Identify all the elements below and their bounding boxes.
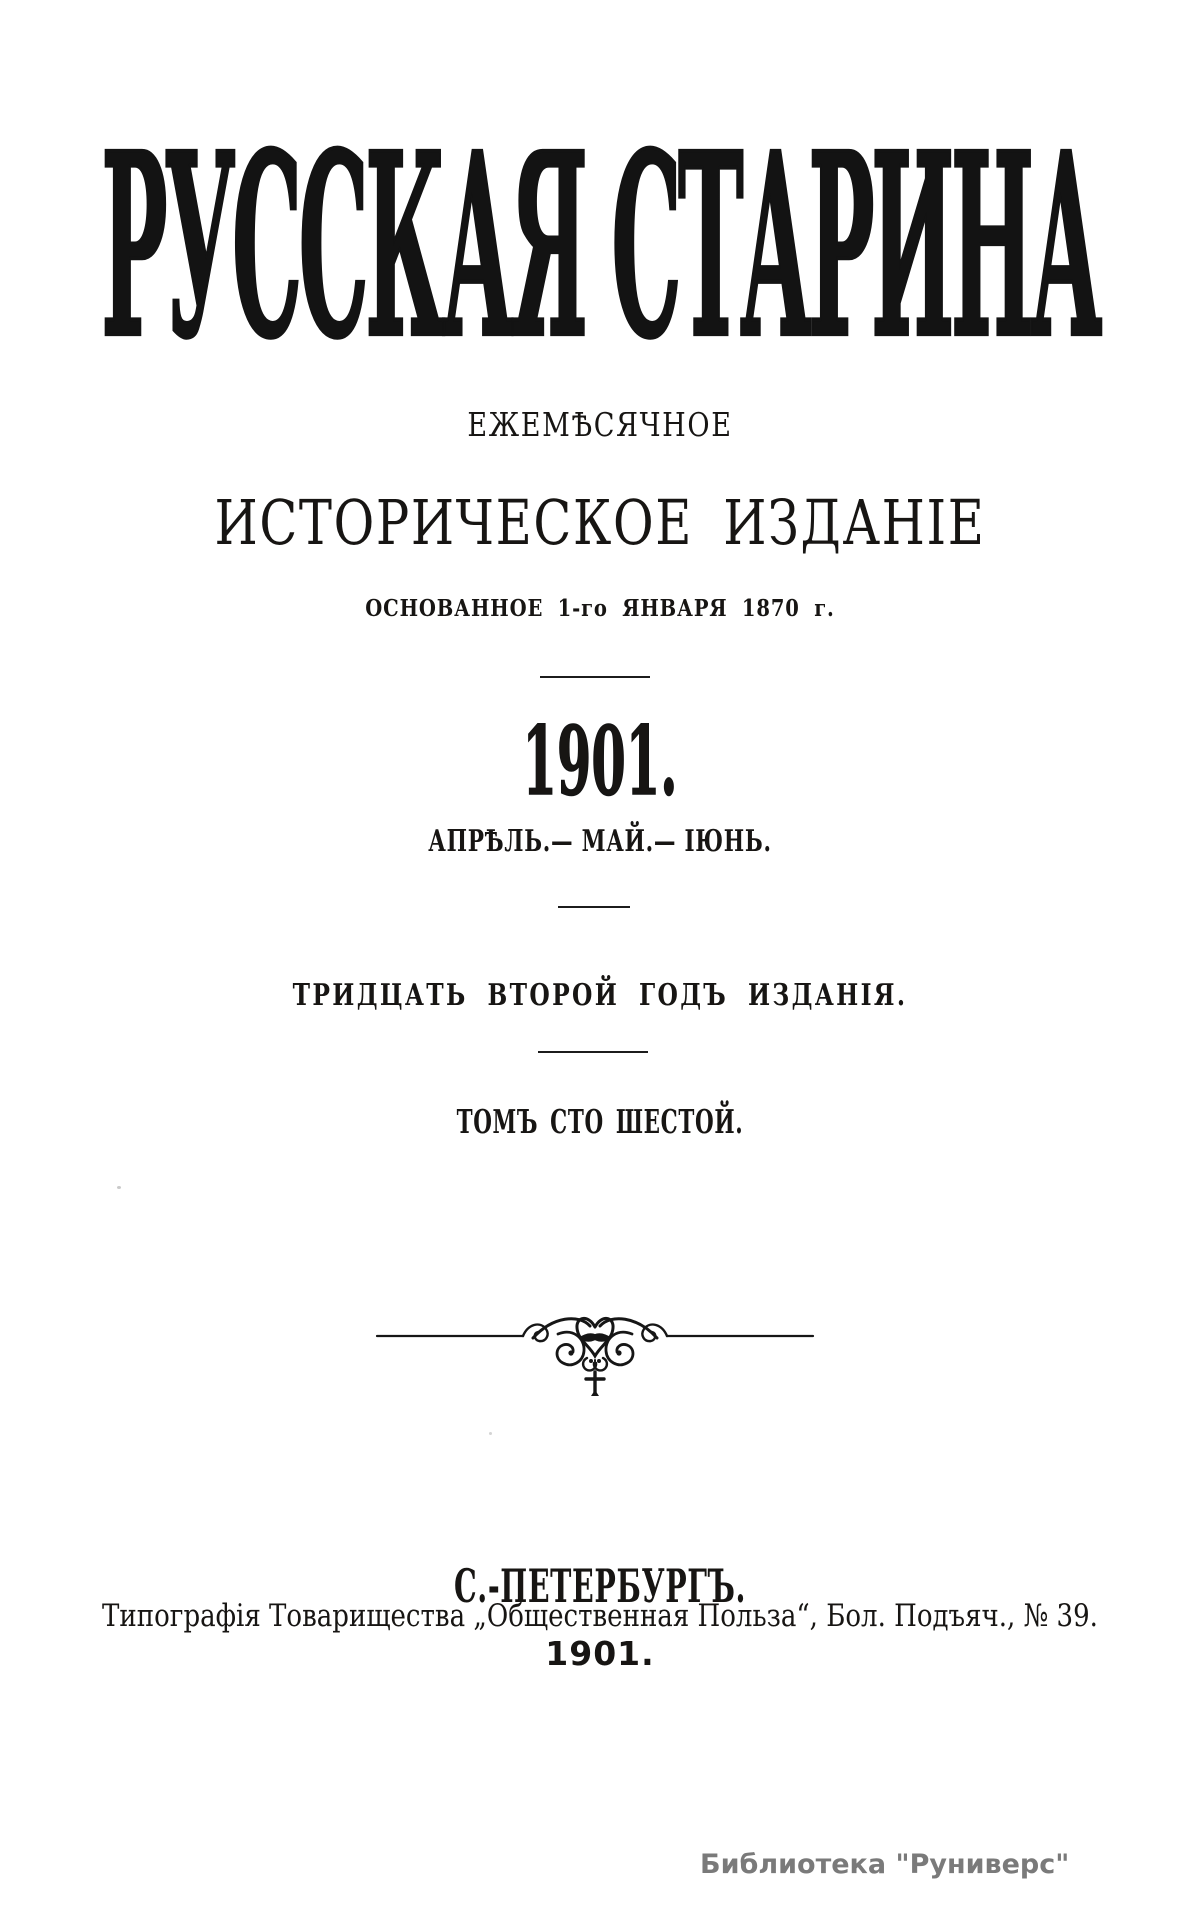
divider-rule-middle bbox=[558, 906, 630, 908]
year-large: 1901. bbox=[522, 705, 678, 817]
frequency-line: ЕЖЕМѢСЯЧНОЕ bbox=[467, 405, 733, 444]
imprint-printer: Типографія Товарищества „Общественная Польза“, Бол. Подъяч., № 39. bbox=[102, 1598, 1098, 1634]
scan-speck bbox=[489, 1432, 492, 1435]
cross-ornament-icon bbox=[586, 1360, 604, 1396]
months-line: АПРѢЛЬ.— МАЙ.— ІЮНЬ. bbox=[428, 824, 772, 859]
scan-speck bbox=[117, 1186, 121, 1189]
journal-title: РУССКАЯ СТАРИНА bbox=[101, 98, 1099, 395]
volume-line: ТОМЪ СТО ШЕСТОЙ. bbox=[456, 1102, 744, 1141]
edition-year-line: ТРИДЦАТЬ ВТОРОЙ ГОДЪ ИЗДАНІЯ. bbox=[292, 978, 908, 1013]
publication-type-line: ИСТОРИЧЕСКОЕ ИЗДАНІЕ bbox=[214, 486, 986, 559]
imprint-year: 1901. bbox=[545, 1634, 655, 1673]
divider-rule-lower bbox=[538, 1051, 648, 1053]
founded-line: ОСНОВАННОЕ 1-го ЯНВАРЯ 1870 г. bbox=[365, 595, 835, 622]
library-watermark: Библиотека "Руниверс" bbox=[700, 1849, 1070, 1880]
ornament-flourish bbox=[375, 1306, 815, 1405]
divider-rule-top bbox=[540, 676, 650, 678]
imprint-city: С.-ПЕТЕРБУРГЪ. bbox=[453, 1559, 747, 1613]
